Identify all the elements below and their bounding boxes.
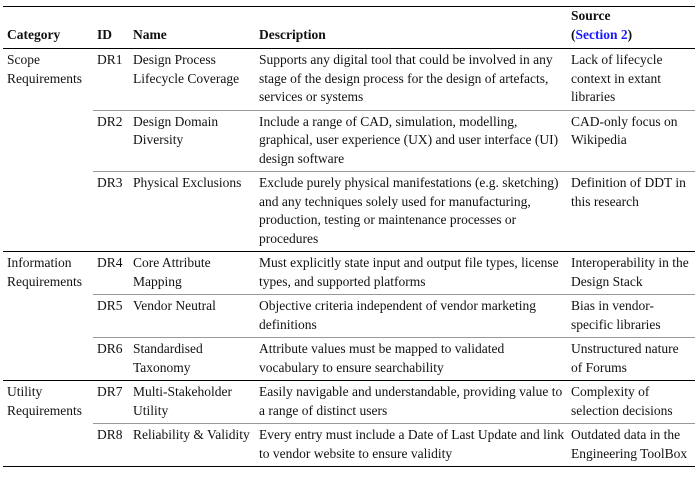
name-cell: Standardised Taxonomy xyxy=(129,338,255,381)
name-cell: Multi-Stakeholder Utility xyxy=(129,381,255,424)
source-cell: Interoperability in the Design Stack xyxy=(567,252,695,295)
header-name: Name xyxy=(133,26,167,42)
description-cell: Easily navigable and understandable, providing value to a range of distinct users xyxy=(255,381,567,424)
id-cell: DR2 xyxy=(93,110,129,172)
source-cell: Unstructured nature of Forums xyxy=(567,338,695,381)
table-row xyxy=(3,172,695,252)
source-cell: Complexity of selection decisions xyxy=(567,381,695,424)
table-row xyxy=(3,424,695,467)
category-cell: Scope Requirements xyxy=(3,49,93,252)
name-cell: Design Process Lifecycle Coverage xyxy=(129,49,255,111)
design-requirements-table xyxy=(3,6,695,467)
description-cell: Every entry must include a Date of Last Update and link to vendor website to ensure validity xyxy=(255,424,567,467)
name-cell: Core Attribute Mapping xyxy=(129,252,255,295)
header-source xyxy=(567,7,695,49)
table-row xyxy=(3,110,695,172)
header-category: Category xyxy=(7,26,61,42)
id-cell: DR3 xyxy=(93,172,129,252)
description-cell: Supports any digital tool that could be involved in any stage of the design process for the design of artefacts, services or systems xyxy=(255,49,567,111)
description-cell: Attribute values must be mapped to validated vocabulary to ensure searchability xyxy=(255,338,567,381)
description-cell: Objective criteria independent of vendor marketing definitions xyxy=(255,295,567,338)
category-cell: Information Requirements xyxy=(3,252,93,381)
section-2-link[interactable]: Section 2 xyxy=(575,26,628,42)
source-cell: Outdated data in the Engineering ToolBox xyxy=(567,424,695,467)
source-cell: Definition of DDT in this research xyxy=(567,172,695,252)
table-header-row xyxy=(3,7,695,49)
source-cell: Lack of lifecycle context in extant libraries xyxy=(567,49,695,111)
id-cell: DR8 xyxy=(93,424,129,467)
description-cell: Must explicitly state input and output file types, license types, and supported platforms xyxy=(255,252,567,295)
header-id: ID xyxy=(97,26,113,42)
name-cell: Physical Exclusions xyxy=(129,172,255,252)
header-source-ref xyxy=(571,26,693,45)
header-source-paren-close: ) xyxy=(627,26,633,42)
name-cell: Design Domain Diversity xyxy=(129,110,255,172)
name-cell: Vendor Neutral xyxy=(129,295,255,338)
id-cell: DR1 xyxy=(93,49,129,111)
source-cell: Bias in vendor-specific libraries xyxy=(567,295,695,338)
id-cell: DR4 xyxy=(93,252,129,295)
header-source-paren-open: ( xyxy=(571,26,576,42)
source-cell: CAD-only focus on Wikipedia xyxy=(567,110,695,172)
table-row xyxy=(3,49,695,111)
description-cell: Exclude purely physical manifestations (e.g. sketching) and any techniques solely used for manufacturing, production, testing or maintenance processes or procedures xyxy=(255,172,567,252)
table-row xyxy=(3,338,695,381)
name-cell: Reliability & Validity xyxy=(129,424,255,467)
id-cell: DR5 xyxy=(93,295,129,338)
table-row xyxy=(3,381,695,424)
header-source-label: Source xyxy=(571,8,611,23)
table-row xyxy=(3,252,695,295)
table-row xyxy=(3,295,695,338)
id-cell: DR6 xyxy=(93,338,129,381)
id-cell: DR7 xyxy=(93,381,129,424)
category-cell: Utility Requirements xyxy=(3,381,93,467)
description-cell: Include a range of CAD, simulation, modelling, graphical, user experience (UX) and user interface (UI) design software xyxy=(255,110,567,172)
header-description: Description xyxy=(259,26,326,42)
